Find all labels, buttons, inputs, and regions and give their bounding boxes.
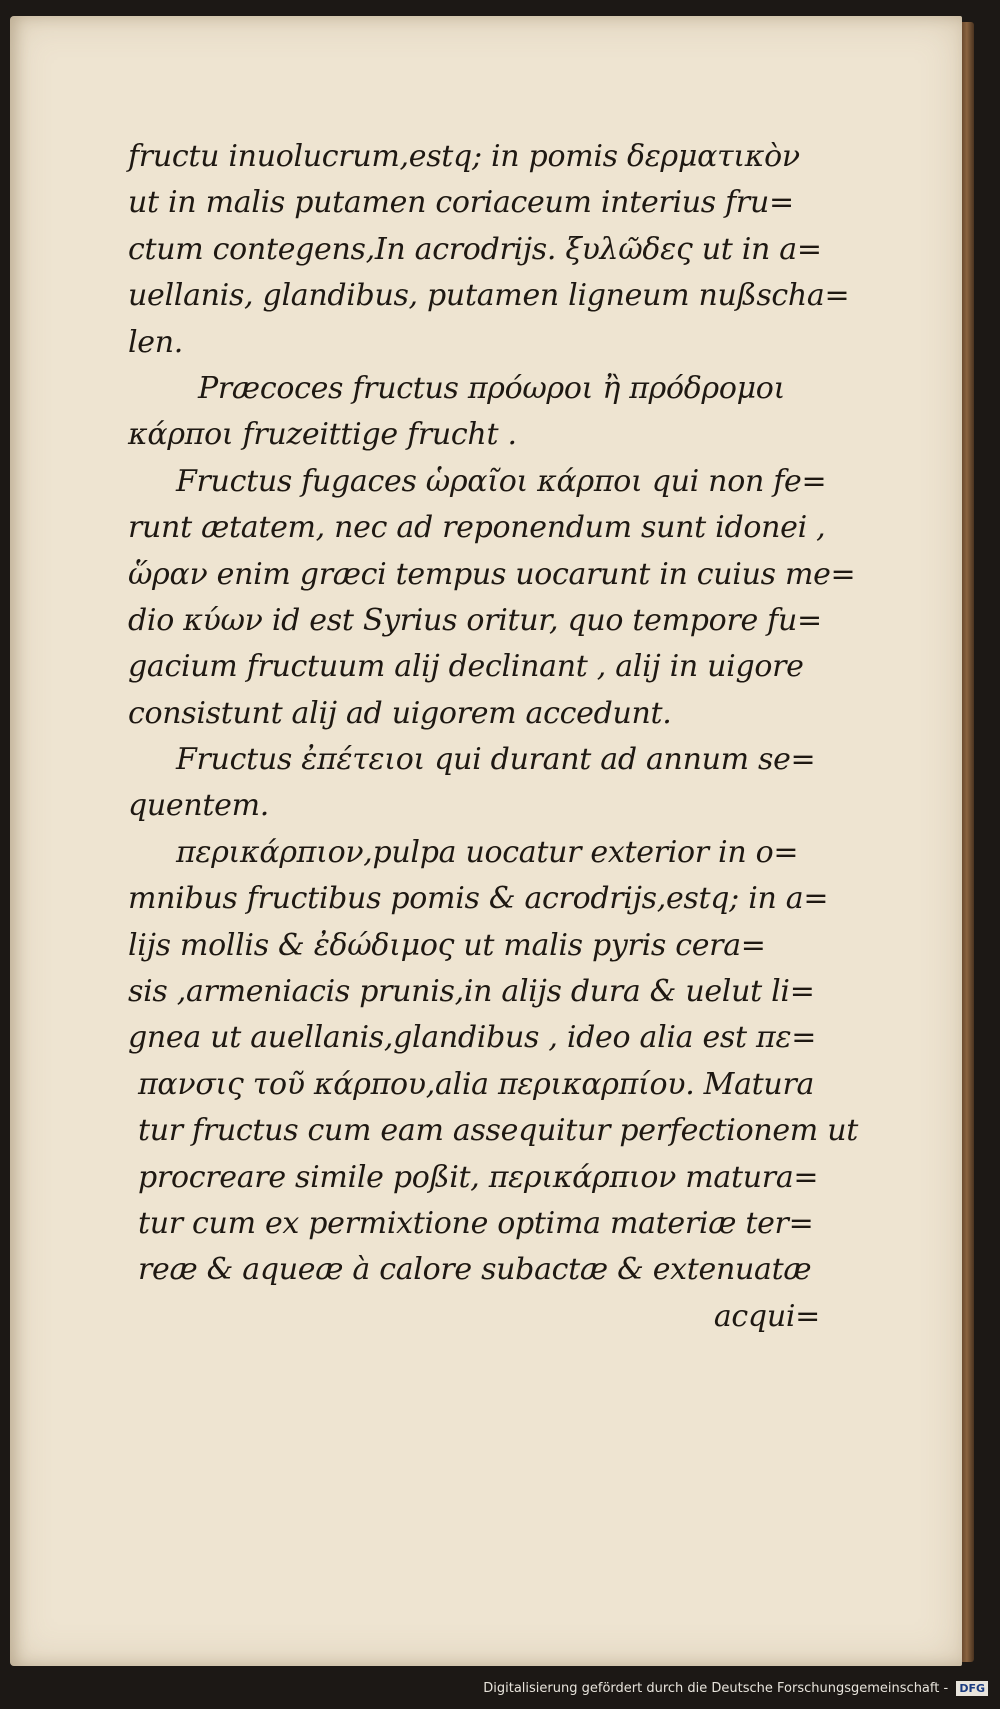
- text-line: uellanis, glandibus, putamen ligneum nußscha=: [128, 278, 850, 314]
- page-edge: [962, 22, 974, 1662]
- digitization-footer: [0, 1681, 1000, 1701]
- text-line: πανσις τοῦ κάρπου,alia περικαρπίου. Matura: [138, 1066, 815, 1102]
- text-line: quentem.: [128, 788, 269, 824]
- text-line: gnea ut auellanis,glandibus , ideo alia est πε=: [128, 1020, 817, 1056]
- text-line: fructu inuolucrum,estq; in pomis δερματικὸν: [128, 139, 800, 174]
- text-line: Fructus fugaces ὡραῖοι κάρποι qui non fe=: [176, 463, 827, 499]
- page-text: [128, 134, 858, 1340]
- text-line: περικάρπιον,pulpa uocatur exterior in o=: [176, 834, 799, 870]
- book-page: [10, 16, 962, 1666]
- text-line: tur cum ex permixtione optima materiæ ter=: [138, 1205, 814, 1241]
- text-line: consistunt alij ad uigorem accedunt.: [128, 695, 672, 731]
- text-line: mnibus fructibus pomis & acrodrijs,estq; in a=: [128, 881, 829, 917]
- text-line: reæ & aqueæ à calore subactæ & extenuatæ: [138, 1252, 812, 1288]
- text-line: tur fructus cum eam assequitur perfectionem ut: [138, 1113, 858, 1149]
- text-line: κάρποι fruzeittige frucht .: [128, 417, 517, 453]
- text-line: ut in malis putamen coriaceum interius fru=: [128, 185, 794, 221]
- text-line: sis ,armeniacis prunis,in alijs dura & uelut li=: [128, 974, 815, 1010]
- text-line: ὥραν enim græci tempus uocarunt in cuius me=: [128, 556, 856, 592]
- text-line: Fructus ἐπέτειοι qui durant ad annum se=: [176, 742, 816, 778]
- text-line: ctum contegens,In acrodrijs. ξυλῶδες ut in a=: [128, 231, 822, 267]
- text-line: procreare simile poßit, περικάρπιον matura=: [138, 1159, 819, 1195]
- text-line: dio κύων id est Syrius oritur, quo tempore fu=: [128, 602, 822, 638]
- text-line: Præcoces fructus πρόωροι ἢ πρόδρομοι: [198, 370, 786, 406]
- text-line: lijs mollis & ἐδώδιμος ut malis pyris cera=: [128, 927, 766, 963]
- catchword: acqui=: [713, 1298, 820, 1334]
- text-line: gacium fructuum alij declinant , alij in uigore: [128, 649, 804, 685]
- dfg-logo: DFG: [956, 1681, 988, 1696]
- footer-text: Digitalisierung gefördert durch die Deutsche Forschungsgemeinschaft -: [483, 1681, 949, 1696]
- text-line: runt ætatem, nec ad reponendum sunt idonei ,: [128, 510, 826, 546]
- text-line: len.: [128, 324, 184, 360]
